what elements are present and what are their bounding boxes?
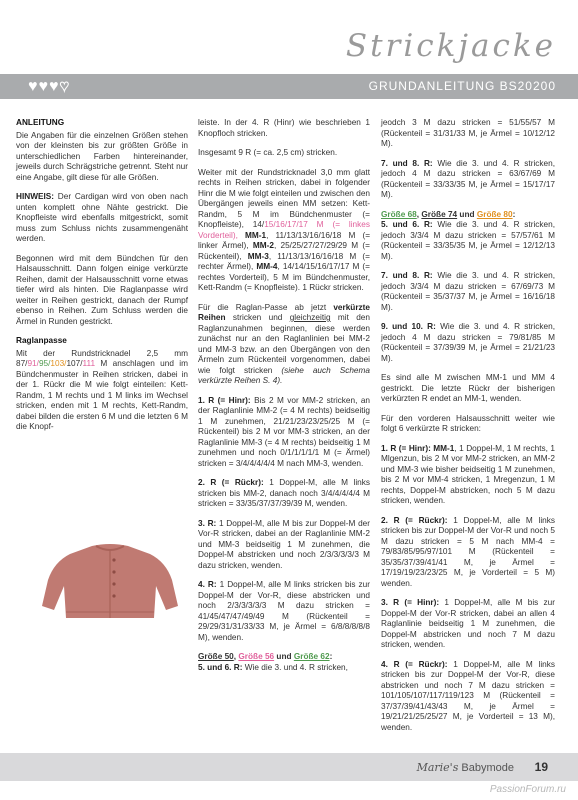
text: 1 Doppel-M, alle M links stricken bis zur Doppel-M der Vor-R, diese abstricken und noch 7 M dazu stricken = 101/105/107/117/119/123 M (Rückenteil = 37/37/39/41/43/43 M, je Ärmel = 19/21/21/25/25/27 M, je Vorderteil = 13 M), wenden. xyxy=(381,659,555,732)
text-column-1 xyxy=(16,118,188,442)
paragraph: Es sind alle M zwischen MM-1 und MM 4 gestrickt. Die letzte Rückr der bisherigen verkürzten R endet an MM-1, wenden. xyxy=(381,373,555,403)
paragraph xyxy=(381,322,555,364)
paragraph xyxy=(198,168,370,294)
page-subtitle: GRUNDANLEITUNG BS20200 xyxy=(368,79,556,93)
page-title: Strickjacke xyxy=(345,28,556,64)
paragraph: Die Angaben für die einzelnen Größen stehen von der kleinsten bis zur größten Größe in unterschiedlichen Farben hintereinander, jeweils durch Schrägstriche getrennt. Steht nur eine Angabe, gilt diese für alle Größen. xyxy=(16,130,188,182)
brand-script: Marie's xyxy=(416,761,459,774)
row-label: 3. R (= Hinr): xyxy=(381,598,440,607)
text: : xyxy=(512,209,516,219)
paragraph xyxy=(16,349,188,433)
marker: MM-4 xyxy=(256,262,278,271)
text: stricken und xyxy=(225,313,290,322)
text: , 11/13/13/16/16/18 M (= linker Ärmel), xyxy=(198,230,371,250)
hearts-icon: ♥♥♥♥ xyxy=(28,78,70,95)
row-label: 5. und 6. R: xyxy=(198,662,243,672)
watermark: PassionForum.ru xyxy=(489,784,566,795)
paragraph xyxy=(16,192,188,245)
text: , xyxy=(233,652,239,661)
text: gleichzeitig xyxy=(289,313,331,322)
text: mit den Raglanzunahmen beginnen, diese werden zunächst nur an den Raglanlinien bei MM-2 und MM-3 bzw. an den Übergängen von den Ärmeln zum Rückenteil vorgenommen, dabei wie folgt stricken xyxy=(198,313,370,375)
paragraph xyxy=(381,516,555,590)
paragraph: Für den vorderen Halsausschnitt weiter wie folgt 6 verkürzte R stricken: xyxy=(381,413,555,433)
text: Bis 2 M vor MM-2 stricken, an der Raglanlinie MM-2 (= 4 M rechts) beidseitig 1 M zunehmen, 21/21/23/23/25/25 M (= Rückenteil) bis 2 M vor MM-3 stricken, an der Raglanlinie MM-3 (= 4 M rechts) beidseitig 1 M zunehmen und noch 0/1/1/1/1/1 M (= Ärmel) stricken = 3/4/4/4/4/4 M nach MM-3, wenden. xyxy=(198,395,370,468)
size-heading xyxy=(198,652,370,663)
text: Der Cardigan wird von oben nach unten komplett ohne Nähte gestrickt. Die Knopfleiste wird ebenfalls mitgestrickt, somit muss zum Schluss nichts zusammengenäht werden. xyxy=(16,192,188,243)
paragraph: Insgesamt 9 R (= ca. 2,5 cm) stricken. xyxy=(198,148,338,157)
text: 103/ xyxy=(50,359,67,368)
text: 111 xyxy=(82,359,96,368)
paragraph: Begonnen wird mit dem Bündchen für den Halsausschnitt. Dann folgen einige verkürzte Reihen, damit der Halsausschnitt vorne etwas tiefer wird als hinten. Die Raglanpasse wird weiter in Reihen gestrickt, danach der Rumpf ebenso in Reihen. Zum Schluss werden die Ärmel in Runden gestrickt. xyxy=(16,253,188,326)
text: 87/ xyxy=(16,359,28,368)
text: Mit der Rundstricknadel 2,5 mm xyxy=(16,348,188,358)
row-label: 1. R (= Hinr): xyxy=(198,395,251,405)
paragraph xyxy=(381,444,555,507)
row-label: 4. R (= Rückr): xyxy=(381,659,448,669)
text: Wie die 3. und 4. R stricken, jedoch 4 M dazu stricken = 63/67/69 M (Rückenteil = 33/33/35 M, je Ärmel = 15/17/17 M). xyxy=(381,158,555,199)
text: 1 Doppel-M, alle M links stricken bis MM-2, danach noch 3/4/4/4/4/4 M stricken = 33/35/37/37/39/39 M, wenden. xyxy=(198,478,370,508)
text: (siehe auch Schema verkürzte Reihen S. 4). xyxy=(198,365,370,385)
paragraph xyxy=(198,396,370,470)
paragraph xyxy=(381,598,555,651)
row-label: 4. R: xyxy=(198,580,217,589)
row-label: 1. R (= Hinr): MM-1 xyxy=(381,443,455,453)
paragraph xyxy=(381,159,555,201)
text: Größe 74 xyxy=(421,209,458,219)
text: 1 Doppel-M, alle M links stricken bis zur Doppel-M der Vor-R, diese abstricken und noch 2/3/3/3/3/3 M dazu stricken = 41/45/47/47/49/49 M (Rückenteil = 29/29/31/31/33/33 M, je Ärmel = 6/8/8/8/8/8 M), wenden. xyxy=(198,580,370,642)
row-label: 5. und 6. R: xyxy=(381,220,433,229)
page-number: 19 xyxy=(534,760,548,774)
row-label: 9. und 10. R: xyxy=(381,322,436,331)
text: Größe 50 xyxy=(198,652,234,661)
text: , 14/14/15/16/17/17 M (= rechtes Vorderteil), 5 M im Bündchenmuster, Kett-Randm (= Knopfleiste). 1 Rückr stricken. xyxy=(198,262,370,292)
paragraph xyxy=(198,519,370,572)
marker: MM-3 xyxy=(247,251,269,261)
row-label: 7. und 8. R: xyxy=(381,271,433,280)
text: Größe 62 xyxy=(293,652,330,661)
text: Für die Raglan-Passe ab jetzt xyxy=(198,302,334,312)
section-heading: Raglanpasse xyxy=(16,336,67,345)
brand-name: Babymode xyxy=(458,762,514,774)
label: HINWEIS: xyxy=(16,192,55,201)
section-heading: ANLEITUNG xyxy=(16,118,65,127)
row-label: 2. R (= Rückr): xyxy=(381,515,448,525)
text: 1 Doppel-M, alle M links stricken bis zur Doppel-M der Vor-R und noch 5 M dazu stricken = 5 M nach MM-4 = 79/83/85/95/97/101 M (Rückenteil = 35/35/37/39/41/41 M, je Ärmel = 17/19/19/23/23/25 M, je Vorderteil = 5 M) wenden. xyxy=(381,515,555,588)
text: 1 Doppel-M, alle M bis zur Doppel-M der Vor-R stricken, dabei an der Raglanlinie MM-2 und MM-3 beidseitig 1 M zunehmen, die Doppel-M abstricken und noch 2/3/3/3/3/3 M dazu stricken, wenden. xyxy=(198,518,370,570)
text-column-3 xyxy=(381,118,555,742)
text: 95/ xyxy=(38,359,51,368)
paragraph xyxy=(198,303,370,387)
text: , xyxy=(416,209,422,219)
magazine-brand xyxy=(417,761,514,774)
text: Größe 68 xyxy=(381,209,417,219)
text: Wie die 3. und 4. R stricken, xyxy=(242,662,348,672)
text: : xyxy=(329,652,333,661)
text: M anschlagen und im Bündchenmuster in Reihen stricken, dabei in der 1. Rückr die M wie folgt einteilen: Kett-Randm, 1 M rechts und 1 M links im Wechsel stricken, enden mit 1 M rechts, Kett-Randm, dabei bilden die ersten 6 M und die letzten 6 M die Knopf- xyxy=(16,359,188,431)
text: 91/ xyxy=(27,359,39,368)
marker: MM-2 xyxy=(252,241,274,250)
paragraph xyxy=(198,478,370,510)
title-band xyxy=(0,74,578,99)
text: 1 Doppel-M, alle M bis zur Doppel-M der Vor-R stricken, dabei an allen 4 Raglanlinie beidseitig 1 M zunehmen, die Doppel-M abstricken und noch 7 M dazu stricken, wenden. xyxy=(381,598,555,649)
text: und xyxy=(274,652,294,661)
paragraph xyxy=(381,660,555,734)
text: und xyxy=(457,209,477,219)
page-footer xyxy=(0,753,578,781)
paragraph xyxy=(381,220,555,262)
paragraph: leiste. In der 4. R (Hinr) wie beschrieben 1 Knopfloch stricken. xyxy=(198,118,370,138)
row-label: 2. R (= Rückr): xyxy=(198,478,264,487)
text: Größe 80 xyxy=(476,209,513,219)
text: , 25/25/27/27/29/29 M (= Rückenteil), xyxy=(198,241,370,261)
text: Wie die 3. und 4. R stricken, jedoch 3/3/4 M dazu stricken = 67/69/73 M (Rückenteil = 35/37/37 M, je Ärmel = 16/16/18 M). xyxy=(381,271,555,312)
text: Wie die 3. und 4. R stricken, jedoch 4 M dazu stricken = 79/81/85 M (Rückenteil = 37/39/39 M, je Ärmel = 21/21/23 M). xyxy=(381,322,555,363)
text: Weiter mit der Rundstricknadel 3,0 mm glatt rechts in Reihen stricken, dabei in folgender Hinr die M wie folgt einteilen und zwischen den Übergängen jeweils einen MM setzen: Kett-Randm, 5 M im Bündchenmuster (= Knopfleiste), 14/ xyxy=(198,167,370,229)
paragraph: jeodch 3 M dazu stricken = 51/55/57 M (Rückenteil = 31/31/33 M, je Ärmel = 10/12/12 M). xyxy=(381,118,555,148)
text-column-2 xyxy=(198,118,370,682)
marker: MM-1 xyxy=(245,230,267,240)
text: Wie die 3. und 4. R stricken, jedoch 3/3/4 M dazu stricken = 57/57/61 M (Rückenteil = 33/35/35 M, je Ärmel = 12/12/13 M). xyxy=(381,220,555,261)
text: , 1 Doppel-M, 1 M rechts, 1 Mlgenzun, bis 2 M vor MM-2 stricken, an MM-2 und MM-3 wie bisher beidseitig 1 M zunehmen, bis 2 M vor MM-4 stricken, 1 Mregenzun, 1 M rechts, Doppel-M abstricken, noch 5 M dazu stricken, wenden. xyxy=(381,443,555,505)
paragraph xyxy=(198,663,370,674)
page-header xyxy=(0,0,578,72)
row-label: 7. und 8. R: xyxy=(381,158,433,168)
row-label: 3. R: xyxy=(198,518,217,528)
paragraph xyxy=(381,271,555,313)
text: 107/ xyxy=(66,359,83,368)
size-heading xyxy=(381,210,555,221)
text: verkürzte Reihen xyxy=(198,302,370,322)
text: , 11/13/13/16/16/18 M (= rechter Ärmel), xyxy=(198,251,370,271)
text: 15/16/17/17 M (= linkes Vorderteil), xyxy=(198,220,370,240)
paragraph xyxy=(198,580,370,643)
cardigan-photo xyxy=(40,540,180,620)
text: Größe 56 xyxy=(238,652,275,661)
